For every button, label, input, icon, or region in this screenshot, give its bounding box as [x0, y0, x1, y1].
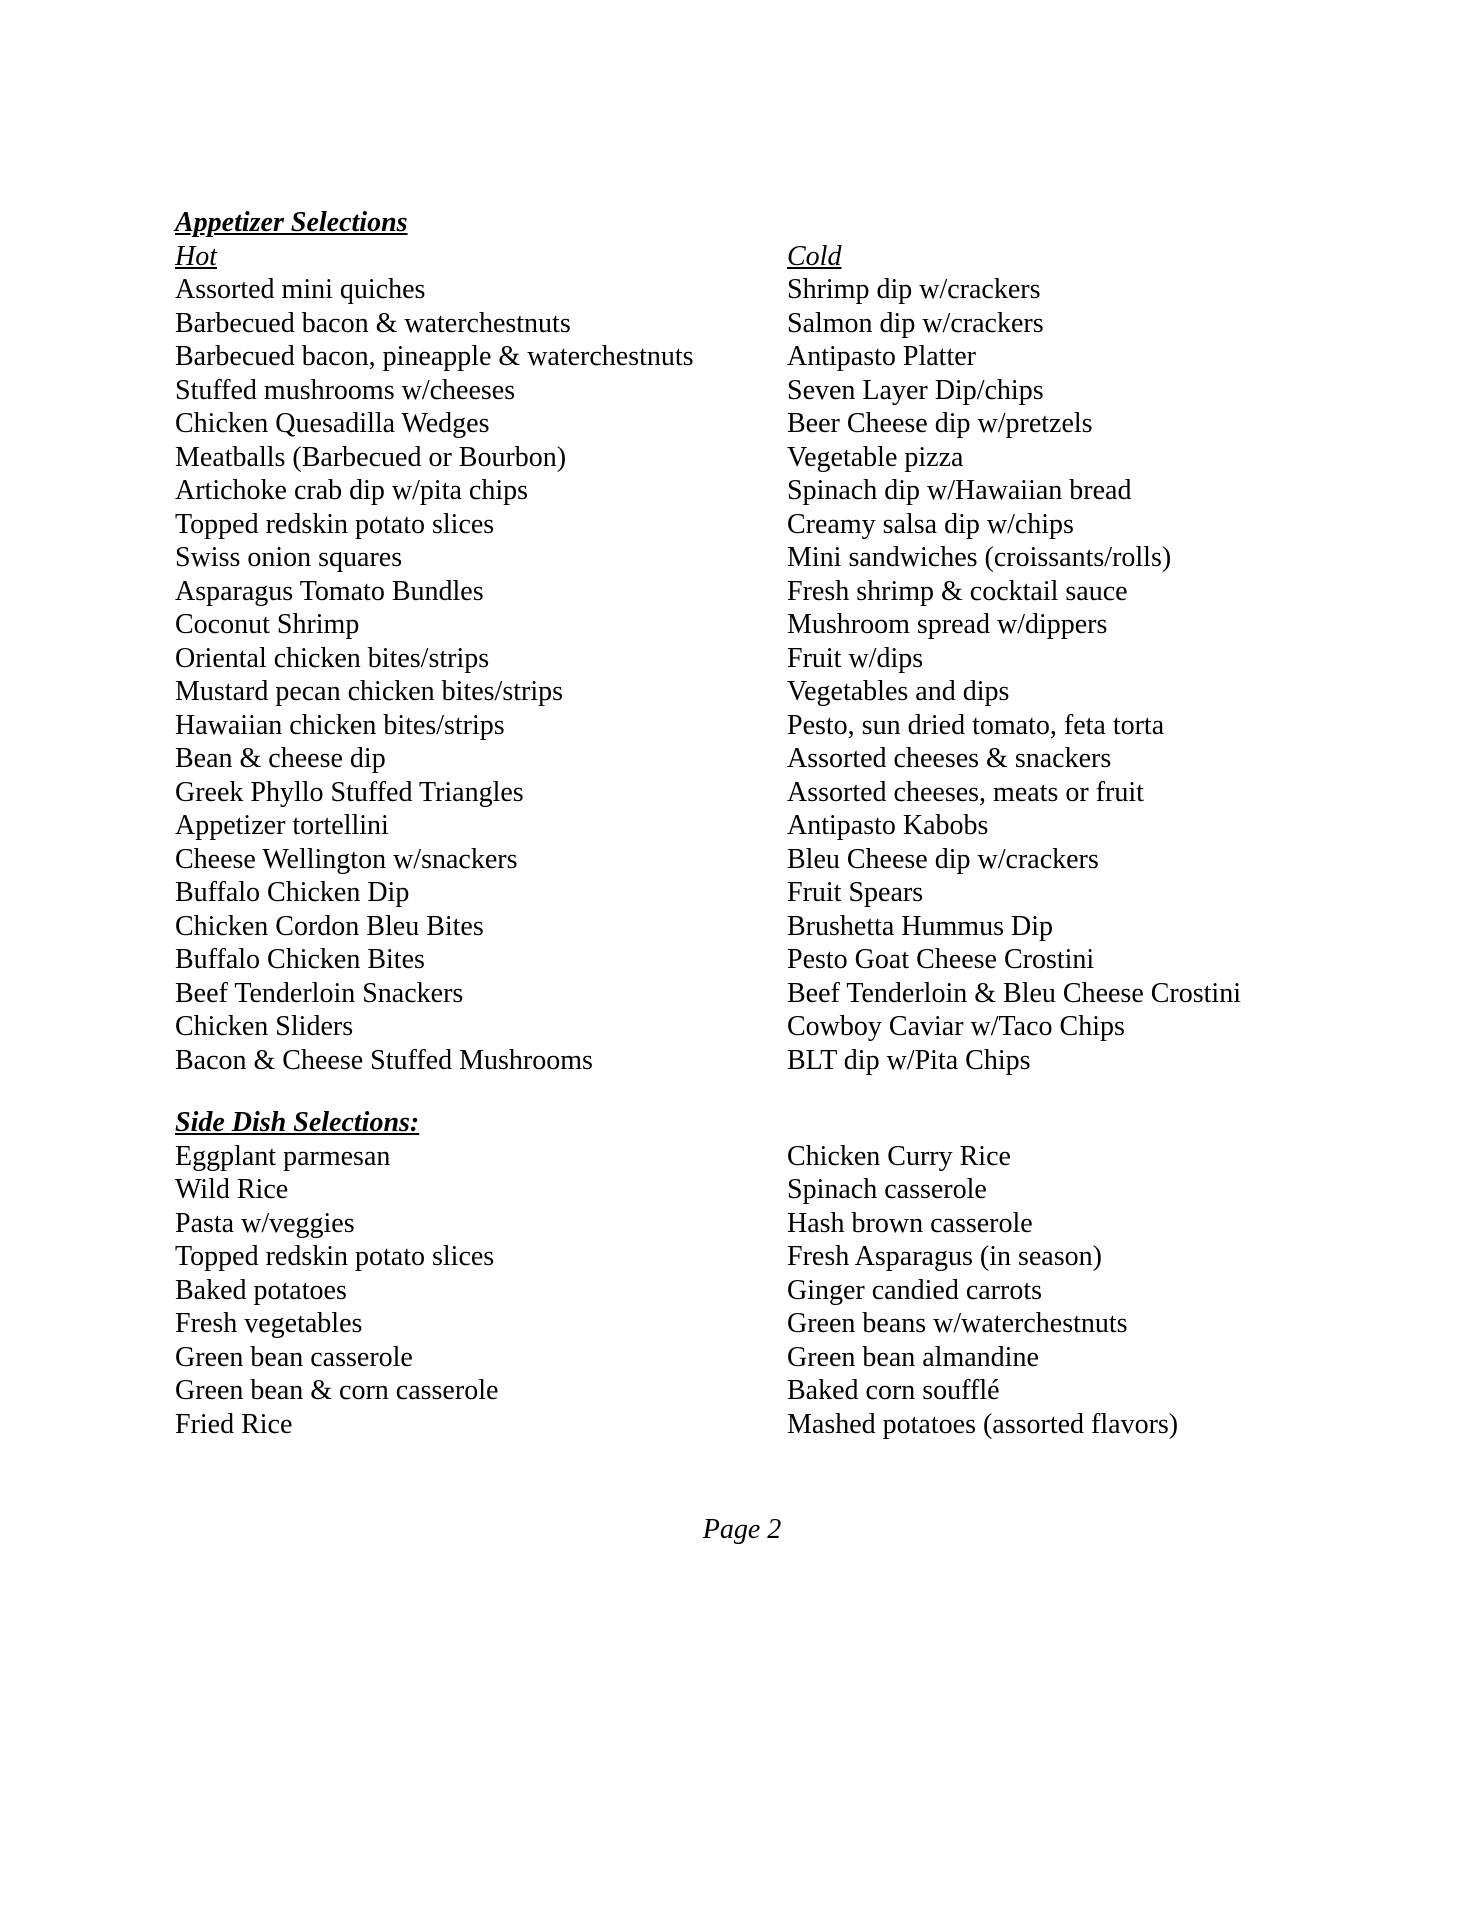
list-item: Baked corn soufflé	[787, 1375, 1000, 1406]
list-item: Antipasto Platter	[787, 341, 976, 372]
list-item: Baked potatoes	[175, 1274, 347, 1306]
list-item: Mashed potatoes (assorted flavors)	[787, 1408, 1179, 1440]
list-item: Brushetta Hummus Dip	[787, 910, 1053, 942]
list-item: Fried Rice	[175, 1408, 293, 1440]
list-item: Barbecued bacon, pineapple & waterchestnuts	[175, 341, 694, 372]
list-item: Meatballs (Barbecued or Bourbon)	[175, 441, 567, 473]
list-item: Pesto Goat Cheese Crostini	[787, 944, 1095, 975]
hot-subheading: Hot	[175, 240, 217, 272]
list-item: Pasta w/veggies	[175, 1207, 355, 1239]
list-item: Chicken Cordon Bleu Bites	[175, 910, 484, 942]
cold-column	[787, 240, 1325, 1078]
list-item: Bacon & Cheese Stuffed Mushrooms	[175, 1044, 593, 1076]
list-item: Chicken Quesadilla Wedges	[175, 408, 490, 439]
list-item: Beer Cheese dip w/pretzels	[787, 408, 1093, 439]
appetizer-heading: Appetizer Selections	[175, 207, 408, 238]
list-item: Barbecued bacon & waterchestnuts	[175, 307, 571, 339]
list-item: Vegetable pizza	[787, 441, 964, 473]
list-item: Hawaiian chicken bites/strips	[175, 709, 505, 741]
list-item: Green beans w/waterchestnuts	[787, 1308, 1128, 1339]
list-item: Fresh Asparagus (in season)	[787, 1241, 1102, 1272]
list-item: Salmon dip w/crackers	[787, 307, 1044, 339]
list-item: Coconut Shrimp	[175, 609, 360, 640]
list-item: Asparagus Tomato Bundles	[175, 575, 484, 607]
hot-column	[175, 240, 787, 1078]
list-item: Vegetables and dips	[787, 676, 1010, 707]
list-item: Mushroom spread w/dippers	[787, 609, 1108, 640]
list-item: Oriental chicken bites/strips	[175, 642, 490, 674]
list-item: Assorted mini quiches	[175, 274, 426, 305]
side-dish-columns	[175, 1140, 1325, 1442]
list-item: Swiss onion squares	[175, 542, 403, 573]
appetizer-section	[175, 206, 1325, 1077]
list-item: Pesto, sun dried tomato, feta torta	[787, 709, 1165, 741]
list-item: Seven Layer Dip/chips	[787, 374, 1044, 406]
list-item: Eggplant parmesan	[175, 1140, 391, 1172]
list-item: Bleu Cheese dip w/crackers	[787, 843, 1099, 875]
list-item: Artichoke crab dip w/pita chips	[175, 475, 529, 506]
list-item: Greek Phyllo Stuffed Triangles	[175, 776, 524, 808]
list-item: Fresh vegetables	[175, 1308, 363, 1339]
list-item: Fruit Spears	[787, 877, 924, 908]
list-item: Fruit w/dips	[787, 642, 924, 674]
list-item: Green bean & corn casserole	[175, 1375, 499, 1406]
list-item: Beef Tenderloin & Bleu Cheese Crostini	[787, 977, 1241, 1009]
list-item: Green bean casserole	[175, 1341, 413, 1373]
list-item: Green bean almandine	[787, 1341, 1039, 1373]
list-item: Chicken Curry Rice	[787, 1140, 1011, 1172]
hot-list	[175, 273, 787, 1077]
side-dish-section	[175, 1106, 1325, 1441]
list-item: Mini sandwiches (croissants/rolls)	[787, 542, 1172, 573]
list-item: Stuffed mushrooms w/cheeses	[175, 374, 516, 406]
list-item: Bean & cheese dip	[175, 743, 386, 774]
side-dish-left-column	[175, 1140, 787, 1442]
list-item: BLT dip w/Pita Chips	[787, 1044, 1031, 1076]
list-item: Assorted cheeses & snackers	[787, 743, 1112, 774]
side-dish-right-column	[787, 1140, 1325, 1442]
list-item: Antipasto Kabobs	[787, 810, 989, 841]
list-item: Mustard pecan chicken bites/strips	[175, 676, 564, 707]
list-item: Ginger candied carrots	[787, 1274, 1042, 1306]
list-item: Buffalo Chicken Dip	[175, 877, 410, 908]
list-item: Buffalo Chicken Bites	[175, 944, 425, 975]
list-item: Hash brown casserole	[787, 1207, 1033, 1239]
list-item: Assorted cheeses, meats or fruit	[787, 776, 1144, 808]
list-item: Appetizer tortellini	[175, 810, 389, 841]
list-item: Beef Tenderloin Snackers	[175, 977, 464, 1009]
list-item: Cowboy Caviar w/Taco Chips	[787, 1011, 1125, 1042]
list-item: Spinach dip w/Hawaiian bread	[787, 475, 1132, 506]
list-item: Cheese Wellington w/snackers	[175, 843, 518, 875]
cold-subheading: Cold	[787, 240, 842, 272]
appetizer-columns	[175, 240, 1325, 1078]
list-item: Topped redskin potato slices	[175, 508, 495, 540]
list-item: Shrimp dip w/crackers	[787, 274, 1041, 305]
page-number: Page 2	[702, 1514, 782, 1545]
list-item: Creamy salsa dip w/chips	[787, 508, 1074, 540]
cold-list	[787, 273, 1325, 1077]
side-dish-heading: Side Dish Selections:	[175, 1107, 420, 1138]
list-item: Wild Rice	[175, 1174, 289, 1205]
list-item: Fresh shrimp & cocktail sauce	[787, 575, 1128, 607]
list-item: Spinach casserole	[787, 1174, 987, 1205]
list-item: Chicken Sliders	[175, 1011, 354, 1042]
list-item: Topped redskin potato slices	[175, 1241, 495, 1272]
